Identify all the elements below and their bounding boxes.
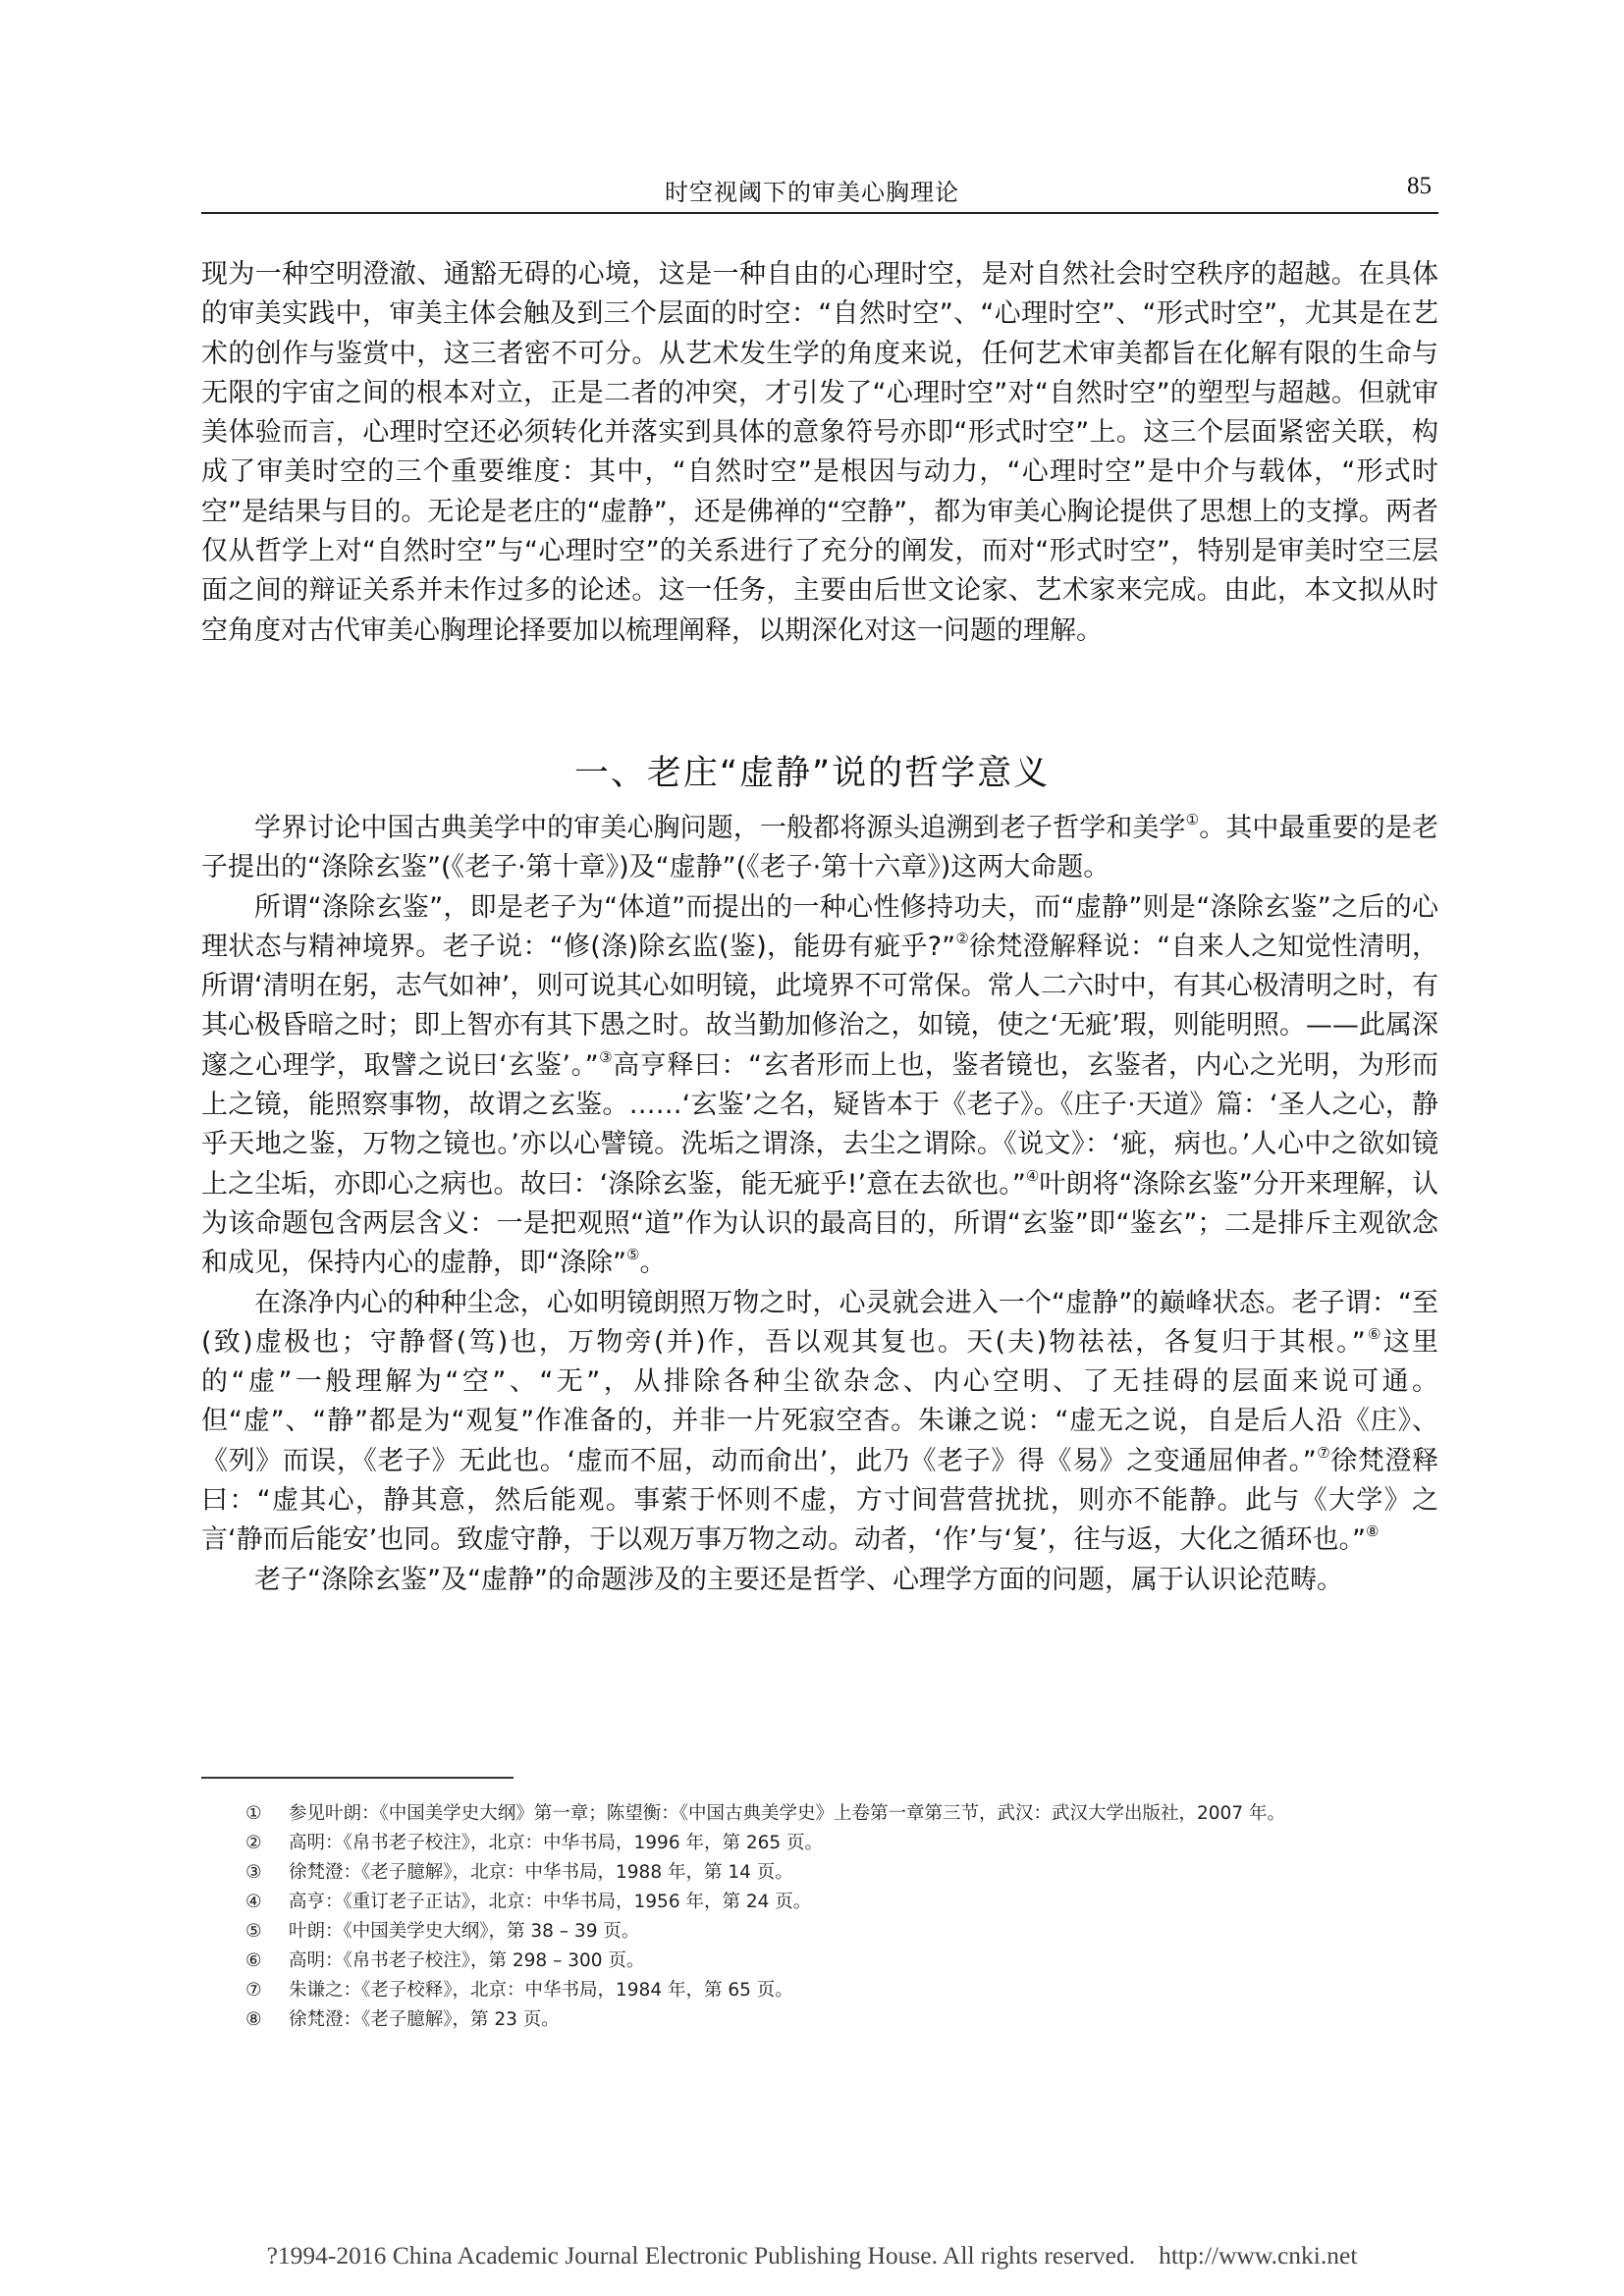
footnotes [245,1799,1434,2035]
paragraph-text: 高亨释曰：“玄者形而上也，鉴者镜也，玄鉴者，内心之光明，为形而上之镜，能照察事物，故谓之玄鉴。……‘玄鉴’之名，疑皆本于《老子》。《庄子·天道》篇：‘圣人之心，静乎天地之鉴，万物之镜也。’亦以心譬镜。洗垢之谓涤，去尘之谓除。《说文》：‘疵，病也。’人心中之欲如镜上之尘垢，亦即心之病也。故曰：‘涤除玄鉴，能无疵乎!’意在去欲也。” [201,1049,1438,1200]
paragraph-text: 学界讨论中国古典美学中的审美心胸问题，一般都将源头追溯到老子哲学和美学 [254,813,1186,843]
footnote-6 [245,1947,1434,1976]
footnote-rule [201,1777,514,1779]
footnote-ref[interactable]: ① [1185,811,1200,828]
footnote-mark: ③ [245,1862,262,1883]
footnote-5 [245,1917,1434,1947]
footnote-mark: ⑥ [245,1950,262,1971]
section-title: 一、老庄“虚静”说的哲学意义 [573,754,1051,793]
footnote-text: 徐梵澄：《老子臆解》，第 23 页。 [289,2009,560,2030]
paragraph-text: 徐梵澄释曰：“虚其心，静其意，然后能观。事萦于怀则不虚，方寸间营营扰扰，则亦不能静。此与《大学》之言‘静而后能安’也同。致虚守静，于以观万事万物之动。动者，‘作’与‘复’，往与返，大化之循环也。” [201,1445,1439,1556]
copyright-notice: ?1994-2016 China Academic Journal Electronic Publishing House. All rights reserved. [266,2241,1136,2269]
body-paragraph-1 [201,809,1438,888]
paragraph-text: 所谓“涤除玄鉴”，即是老子为“体道”而提出的一种心性修持功夫，而“虚静”则是“涤除玄鉴”之后的心理状态与精神境界。老子说：“修(涤)除玄监(鉴)，能毋有疵乎?” [201,891,1438,962]
footnote-4 [245,1888,1434,1917]
header-rule [201,212,1438,214]
footnote-mark: ① [245,1803,262,1824]
copyright-line [0,2241,1624,2270]
section-body [201,809,1438,1600]
paragraph-text: 徐梵澄解释说：“自来人之知觉性清明，所谓‘清明在躬，志气如神’，则可说其心如明镜，此境界不可常保。常人二六时中，有其心极清明之时，有其心极昏暗之时；即上智亦有其下愚之时。故当勤加修治之，如镜，使之‘无疵’瑕，则能明照。——此属深邃之心理学，取譬之说曰‘玄鉴’。” [201,931,1438,1081]
paragraph-text: 。其中最重要的是老子提出的“涤除玄鉴”(《老子·第十章》)及“虚静”(《老子·第十六章》)这两大命题。 [201,813,1439,883]
footnote-ref[interactable]: ⑧ [1365,1522,1380,1541]
body-paragraph-3 [201,1284,1438,1561]
paragraph-text: 。 [639,1248,667,1279]
cnki-link[interactable]: http://www.cnki.net [1159,2241,1358,2269]
footnote-ref[interactable]: ③ [598,1047,614,1066]
footnote-ref[interactable]: ④ [1025,1166,1040,1185]
footnote-text: 高亨：《重订老子正诂》，北京：中华书局，1956 年，第 24 页。 [289,1892,812,1912]
footnote-ref[interactable]: ⑤ [625,1246,640,1264]
running-title: 时空视阈下的审美心胸理论 [665,179,959,206]
footnote-text: 高明：《帛书老子校注》，北京：中华书局，1996 年，第 265 页。 [289,1833,824,1853]
footnote-ref[interactable]: ⑦ [1316,1443,1331,1462]
footnote-text: 叶朗：《中国美学史大纲》，第 38 – 39 页。 [289,1921,640,1942]
intro-paragraph [201,255,1438,651]
intro-paragraph-text: 现为一种空明澄澈、通豁无碍的心境，这是一种自由的心理时空，是对自然社会时空秩序的超越。在具体的审美实践中，审美主体会触及到三个层面的时空：“自然时空”、“心理时空”、“形式时空”，尤其是在艺术的创作与鉴赏中，这三者密不可分。从艺术发生学的角度来说，任何艺术审美都旨在化解有限的生命与无限的宇宙之间的根本对立，正是二者的冲突，才引发了“心理时空”对“自然时空”的塑型与超越。但就审美体验而言，心理时空还必须转化并落实到具体的意象符号亦即“形式时空”上。这三个层面紧密关联，构成了审美时空的三个重要维度：其中，“自然时空”是根因与动力，“心理时空”是中介与载体，“形式时空”是结果与目的。无论是老庄的“虚静”，还是佛禅的“空静”，都为审美心胸论提供了思想上的支撑。两者仅从哲学上对“自然时空”与“心理时空”的关系进行了充分的阐发，而对“形式时空”，特别是审美时空三层面之间的辩证关系并未作过多的论述。这一任务，主要由后世文论家、艺术家来完成。由此，本文拟从时空角度对古代审美心胸理论择要加以梳理阐释，以期深化对这一问题的理解。 [201,259,1438,646]
paragraph-text: 叶朗将“涤除玄鉴”分开来理解，认为该命题包含两层含义：一是把观照“道”作为认识的最高目的，所谓“玄鉴”即“鉴玄”；二是排斥主观欲念和成见，保持内心的虚静，即“涤除” [201,1168,1439,1279]
footnote-ref[interactable]: ② [955,929,970,947]
footnote-1 [245,1799,1434,1829]
footnote-mark: ⑧ [245,2009,262,2030]
paragraph-text: 在涤净内心的种种尘念，心如明镜朗照万物之时，心灵就会进入一个“虚静”的巅峰状态。老子谓：“至(致)虚极也；守静督(笃)也，万物旁(并)作，吾以观其复也。天(夫)物祛祛，各复归于其根。” [201,1287,1438,1358]
footnote-text: 高明：《帛书老子校注》，第 298 – 300 页。 [289,1950,645,1971]
footnote-8 [245,2005,1434,2035]
footnote-2 [245,1829,1434,1858]
paragraph-text: 老子“涤除玄鉴”及“虚静”的命题涉及的主要还是哲学、心理学方面的问题，属于认识论范畴。 [254,1564,1343,1595]
footnote-mark: ⑦ [245,1980,262,2001]
footnote-3 [245,1858,1434,1888]
footnote-7 [245,1976,1434,2005]
paragraph-text: 这里的“虚”一般理解为“空”、“无”，从排除各种尘欲杂念、内心空明、了无挂碍的层面来说可通。但“虚”、“静”都是为“观复”作准备的，并非一片死寂空杳。朱谦之说：“虚无之说，自是后人沿《庄》、《列》而误，《老子》无此也。‘虚而不屈，动而俞出’，此乃《老子》得《易》之变通屈伸者。” [201,1326,1439,1476]
footnote-ref[interactable]: ⑥ [1365,1324,1383,1343]
footnote-text: 朱谦之：《老子校释》，北京：中华书局，1984 年，第 65 页。 [289,1980,793,2001]
footnote-text: 参见叶朗：《中国美学史大纲》第一章；陈望衡：《中国古典美学史》上卷第一章第三节，武汉：武汉大学出版社，2007 年。 [289,1803,1285,1824]
footnote-mark: ④ [245,1892,262,1912]
footnote-text: 徐梵澄：《老子臆解》，北京：中华书局，1988 年，第 14 页。 [289,1862,793,1883]
body-paragraph-4 [201,1561,1438,1600]
footnote-mark: ⑤ [245,1921,262,1942]
page-number: 85 [1407,173,1432,199]
body-paragraph-2 [201,888,1438,1284]
footnote-mark: ② [245,1833,262,1853]
